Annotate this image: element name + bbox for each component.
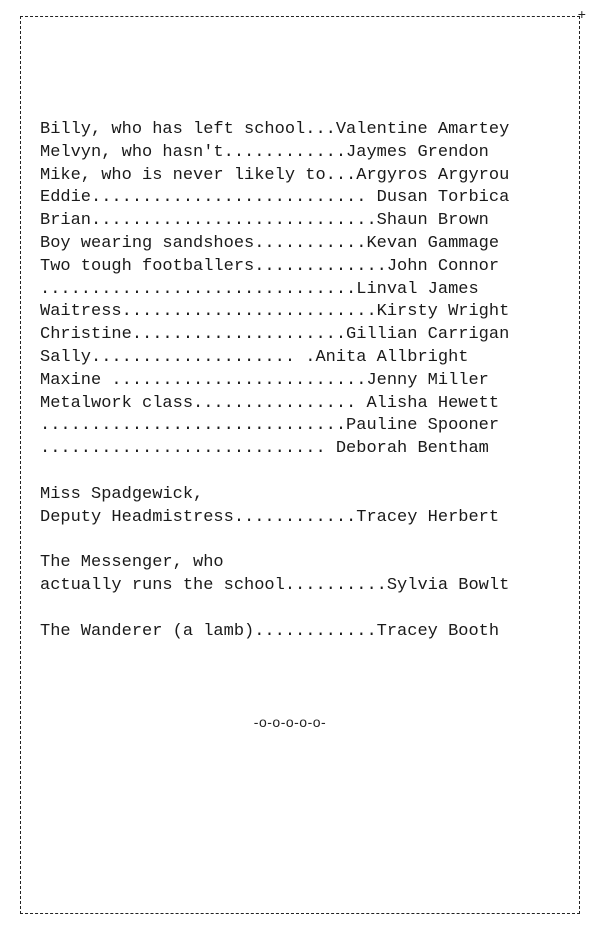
staff-role-line: Miss Spadgewick, — [40, 484, 204, 504]
cast-line: ............................ Deborah Bentham — [40, 439, 489, 459]
cast-line: Brian............................Shaun Brown — [40, 211, 489, 231]
wanderer-cast-line: The Wanderer (a lamb)............Tracey Booth — [40, 621, 500, 641]
corner-mark: + — [577, 8, 586, 24]
section-divider: -o-o-o-o-o- — [253, 714, 327, 730]
spacer — [40, 461, 565, 484]
cast-line: Eddie........................... Dusan Torbica — [40, 188, 510, 208]
cast-line: Boy wearing sandshoes...........Kevan Gammage — [40, 233, 500, 253]
cast-line: ..............................Pauline Spooner — [40, 416, 500, 436]
cast-list — [40, 119, 565, 643]
cast-line: Billy, who has left school...Valentine Amartey — [40, 120, 510, 139]
cast-line: Waitress.........................Kirsty Wright — [40, 302, 510, 322]
messenger-role-line: The Messenger, who — [40, 553, 224, 573]
cast-line: ...............................Linval James — [40, 279, 479, 299]
spacer — [40, 598, 565, 621]
cast-line: Maxine .........................Jenny Miller — [40, 370, 489, 390]
staff-cast-line: Deputy Headmistress............Tracey Herbert — [40, 507, 500, 527]
cast-line: Melvyn, who hasn't............Jaymes Grendon — [40, 142, 489, 162]
messenger-cast-line: actually runs the school..........Sylvia Bowlt — [40, 575, 510, 595]
cast-line: Mike, who is never likely to...Argyros Argyrou — [40, 165, 510, 185]
cast-line: Metalwork class................ Alisha Hewett — [40, 393, 500, 413]
cast-line: Sally.................... .Anita Allbright — [40, 347, 469, 367]
cast-line: Christine.....................Gillian Carrigan — [40, 325, 510, 345]
spacer — [40, 529, 565, 552]
cast-line: Two tough footballers.............John Connor — [40, 256, 500, 276]
